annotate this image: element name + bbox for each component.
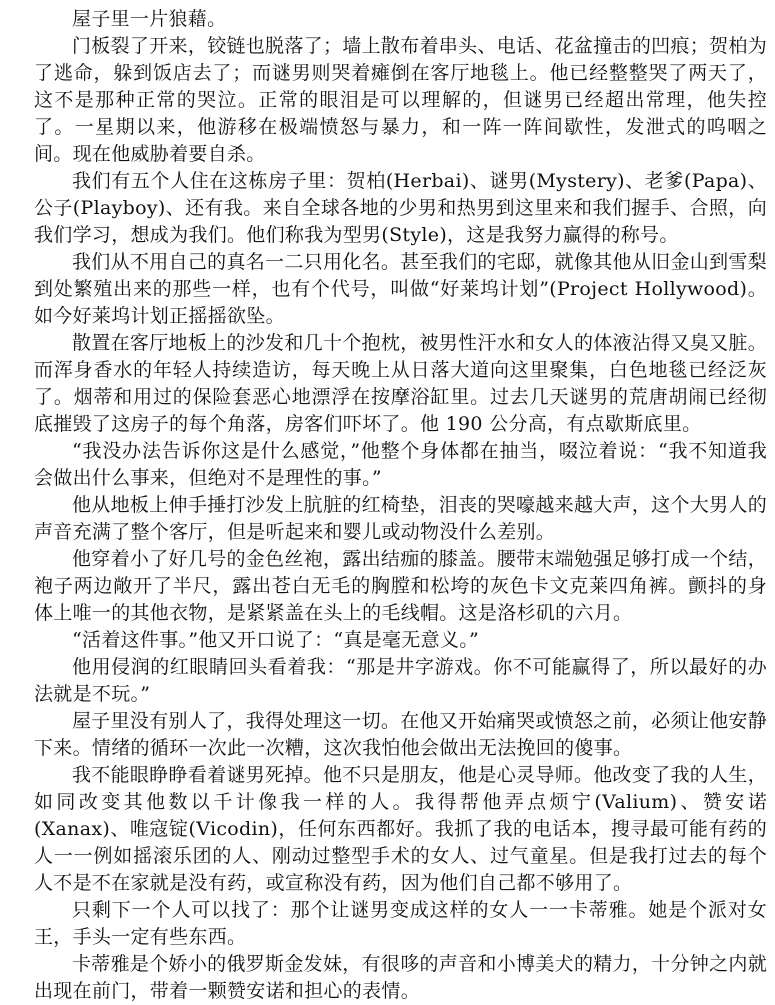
paragraph: 散置在客厅地板上的沙发和几十个抱枕，被男性汗水和女人的体液沾得又臭又脏。而浑身香水的年轻人持续造访，每天晚上从日落大道向这里聚集，白色地毯已经泛灰了。烟蒂和用过的保险套恶心地漂浮在按摩浴缸里。过去几天谜男的荒唐胡闹已经彻底摧毁了这房子的每个角落，房客们吓坏了。他 190 公分高，有点歇斯底里。 [34,332,767,435]
paragraph: 只剩下一个人可以找了：那个让谜男变成这样的女人一一卡蒂雅。她是个派对女王，手头一定有些东西。 [34,899,767,948]
paragraph: 我们从不用自己的真名一二只用化名。甚至我们的宅邸，就像其他从旧金山到雪梨到处繁殖出来的那些一样，也有个代号，叫做“好莱坞计划”(Project Hollywood)。如今好莱坞计划正摇摇欲坠。 [34,251,767,327]
paragraph: 他从地板上伸手捶打沙发上肮脏的红椅垫，泪丧的哭嚎越来越大声，这个大男人的声音充满了整个客厅，但是听起来和婴儿或动物没什么差别。 [34,494,767,543]
paragraph: “活着这件事。”他又开口说了：“真是毫无意义。” [72,629,480,651]
paragraph: 他穿着小了好几号的金色丝袍，露出结痂的膝盖。腰带末端勉强足够打成一个结，袍子两边敞开了半尺，露出苍白无毛的胸膛和松垮的灰色卡文克莱四角裤。颤抖的身体上唯一的其他衣物，是紧紧盖在头上的毛线帽。这是洛杉矶的六月。 [34,548,767,624]
paragraph: 我不能眼睁睁看着谜男死掉。他不只是朋友，他是心灵导师。他改变了我的人生，如同改变其他数以千计像我一样的人。我得帮他弄点烦宁(Valium)、赞安诺(Xanax)、唯寇锭(Vicodin)，任何东西都好。我抓了我的电话本，搜寻最可能有药的人一一例如摇滚乐团的人、刚动过整型手术的女人、过气童星。但是我打过去的每个人不是不在家就是没有药，或宣称没有药，因为他们自己都不够用了。 [34,764,767,894]
paragraph: 门板裂了开来，铰链也脱落了；墙上散布着串头、电话、花盆撞击的凹痕；贺柏为了逃命，躲到饭店去了；而谜男则哭着瘫倒在客厅地毯上。他已经整整哭了两天了，这不是那种正常的哭泣。正常的眼泪是可以理解的，但谜男已经超出常理，他失控了。一星期以来，他游移在极端愤怒与暴力，和一阵一阵间歇性，发泄式的呜咽之间。现在他威胁着要自杀。 [34,35,767,165]
paragraph: 屋子里没有别人了，我得处理这一切。在他又开始痛哭或愤怒之前，必须让他安静下来。情绪的循环一次此一次糟，这次我怕他会做出无法挽回的傻事。 [34,710,767,759]
paragraph: 卡蒂雅是个娇小的俄罗斯金发妹，有很哆的声音和小博美犬的精力，十分钟之内就出现在前门，带着一颗赞安诺和担心的表情。 [34,953,767,1002]
paragraph: “我没办法告诉你这是什么感觉，”他整个身体都在抽当，啜泣着说：“我不知道我会做出什么事来，但绝对不是理性的事。” [34,440,767,489]
paragraph: 他用侵润的红眼睛回头看着我：“那是井字游戏。你不可能赢得了，所以最好的办法就是不玩。” [34,656,767,705]
paragraph: 屋子里一片狼藉。 [72,8,227,30]
paragraph: 我们有五个人住在这栋房子里：贺柏(Herbai)、谜男(Mystery)、老爹(Papa)、公子(Playboy)、还有我。来自全球各地的少男和热男到这里来和我们握手、合照，向我们学习，想成为我们。他们称我为型男(Style)，这是我努力赢得的称号。 [34,170,767,246]
